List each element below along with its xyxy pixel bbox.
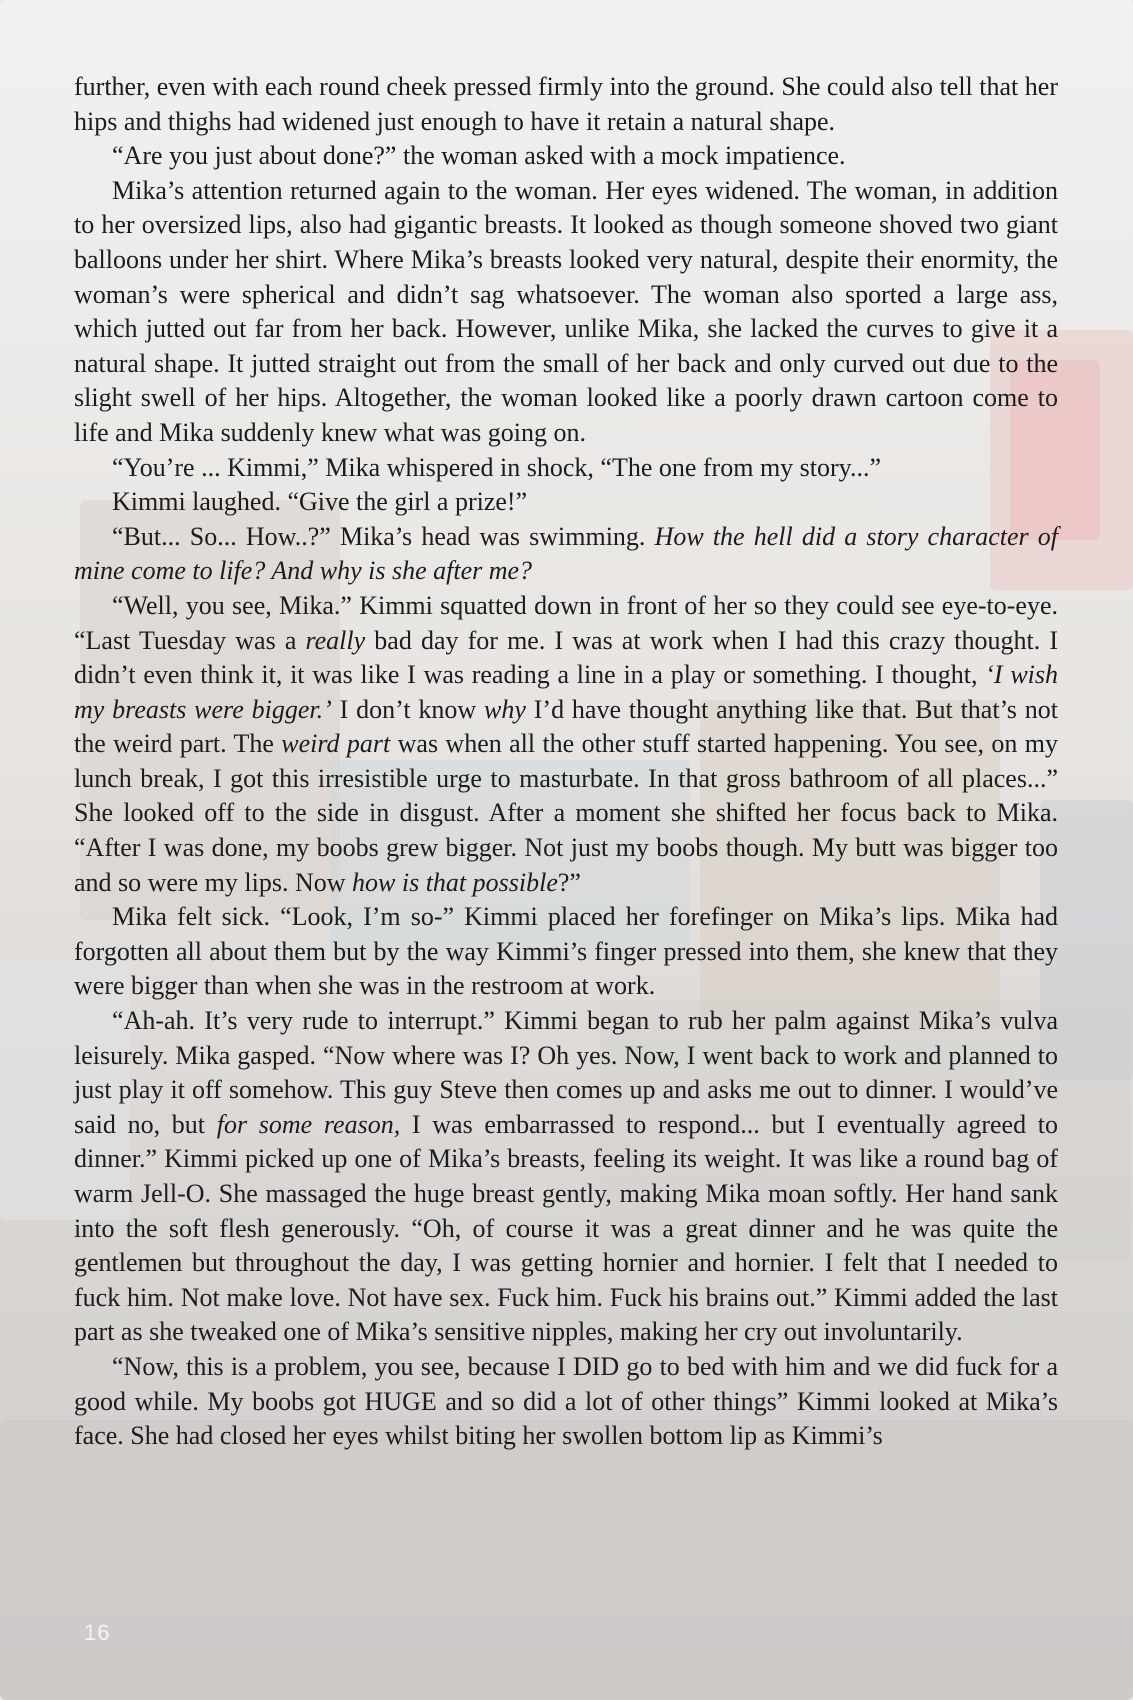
paragraph (74, 589, 1058, 900)
page-number: 16 (84, 1620, 111, 1645)
italic-text: how is that possible (352, 867, 558, 897)
text-segment: “Are you just about done?” the woman asked with a mock impatience. (112, 141, 846, 171)
paragraph (74, 1004, 1058, 1350)
text-segment: ?” (557, 867, 581, 897)
text-segment: “Well, you see, Mika.” Kimmi squatted down in front of her so they could see eye-to-eye. “Last Tuesday was a (74, 590, 1058, 655)
paragraph (74, 485, 1058, 520)
paragraph (74, 139, 1058, 174)
paragraph (74, 900, 1058, 1004)
body-text (74, 70, 1058, 1454)
text-segment: I don’t know (331, 694, 485, 724)
paragraph (74, 70, 1058, 139)
paragraph (74, 520, 1058, 589)
italic-text: ‘I wish my breasts were bigger.’ (74, 660, 1059, 724)
text-segment: Mika’s attention returned again to the woman. Her eyes widened. The woman, in addition to her oversized lips, also had gigantic breasts. It looked as though someone shoved two giant balloons under her shirt. Where Mika’s breasts looked very natural, despite their enormity, the woman’s were spherical and didn’t sag whatsoever. The woman also sported a large ass, which jutted out far from her back. However, unlike Mika, she lacked the curves to give it a natural shape. It jutted straight out from the small of her back and only curved out due to the slight swell of her hips. Altogether, the woman looked like a poorly drawn cartoon come to life and Mika suddenly knew what was going on. (74, 175, 1058, 447)
italic-text: for some reason, (216, 1109, 401, 1139)
italic-text: really (305, 625, 366, 655)
paragraph (74, 1350, 1058, 1454)
text-segment: “Now, this is a problem, you see, because I DID go to bed with him and we did fuck for a good while. My boobs got HUGE and so did a lot of other things” Kimmi looked at Mika’s face. She had closed her eyes whilst biting her swollen bottom lip as Kimmi’s (74, 1351, 1058, 1451)
text-segment: further, even with each round cheek pressed firmly into the ground. She could also tell that her hips and thighs had widened just enough to have it retain a natural shape. (74, 72, 1058, 136)
italic-text: weird part (281, 729, 391, 759)
text-segment: I was embarrassed to respond... but I eventually agreed to dinner.” Kimmi picked up one of Mika’s breasts, feeling its weight. It was like a round bag of warm Jell-O. She massaged the huge breast gently, making Mika moan softly. Her hand sank into the soft flesh generously. “Oh, of course it was a great dinner and he was quite the gentlemen but throughout the day, I was getting hornier and hornier. I felt that I needed to fuck him. Not make love. Not have sex. Fuck him. Fuck his brains out.” Kimmi added the last part as she tweaked one of Mika’s sensitive nipples, making her cry out involuntarily. (74, 1109, 1058, 1347)
text-segment: “You’re ... Kimmi,” Mika whispered in shock, “The one from my story...” (112, 452, 882, 482)
text-segment: Kimmi laughed. “Give the girl a prize!” (112, 487, 528, 517)
italic-text: How the hell did a story character of mine come to life? And why is she after me? (74, 521, 1058, 586)
text-segment: “But... So... How..?” Mika’s head was swimming. (112, 521, 655, 551)
text-segment: “Ah-ah. It’s very rude to interrupt.” Kimmi began to rub her palm against Mika’s vulva leisurely. Mika gasped. “Now where was I? Oh yes. Now, I went back to work and planned to just play it off somehow. This guy Steve then comes up and asks me out to dinner. I would’ve said no, but (74, 1006, 1058, 1139)
paragraph (74, 451, 1058, 486)
text-segment: I’d have thought anything like that. But that’s not the weird part. The (74, 694, 1058, 759)
italic-text: why (484, 694, 526, 724)
paragraph (74, 174, 1058, 451)
text-segment: bad day for me. I was at work when I had this crazy thought. I didn’t even think it, it was like I was reading a line in a play or something. I thought, (74, 625, 1058, 690)
text-segment: was when all the other stuff started happening. You see, on my lunch break, I got this irresistible urge to masturbate. In that gross bathroom of all places...” She looked off to the side in disgust. After a moment she shifted her focus back to Mika. “After I was done, my boobs grew bigger. Not just my boobs though. My butt was bigger too and so were my lips. Now (74, 729, 1058, 897)
text-segment: Mika felt sick. “Look, I’m so-” Kimmi placed her forefinger on Mika’s lips. Mika had forgotten all about them but by the way Kimmi’s finger pressed into them, she knew that they were bigger than when she was in the restroom at work. (74, 902, 1058, 1001)
background-floor (0, 1420, 1133, 1700)
